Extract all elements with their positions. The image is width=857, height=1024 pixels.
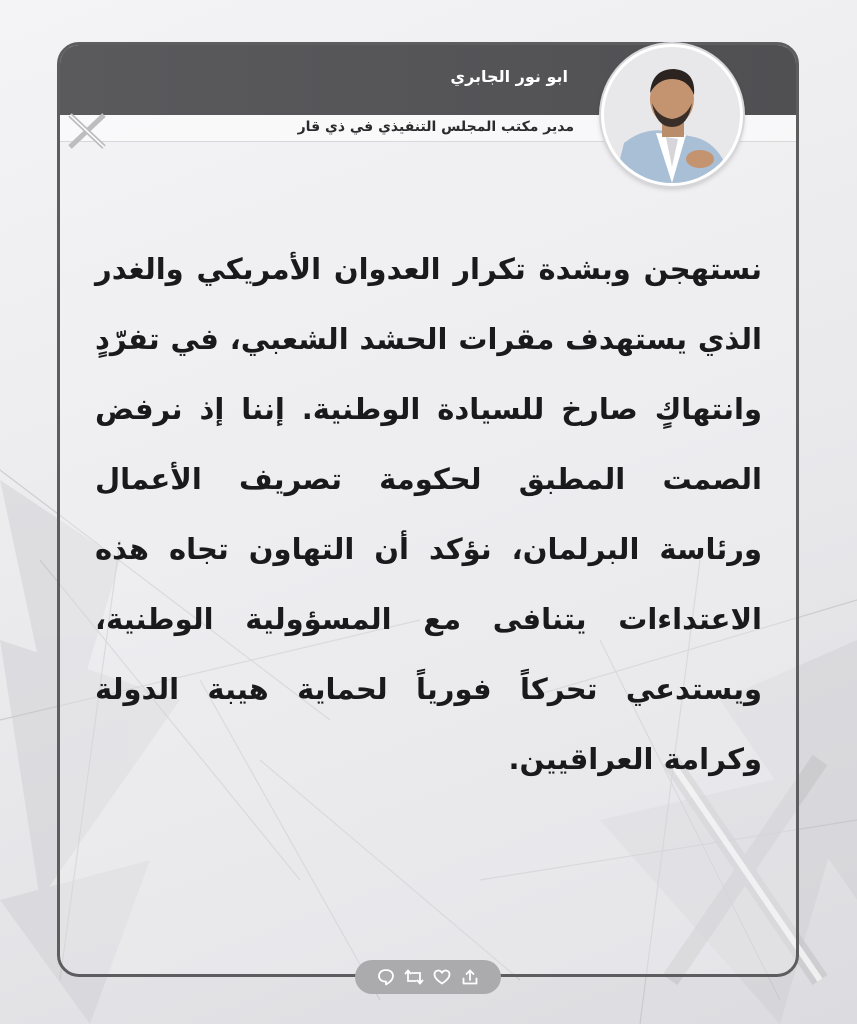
x-logo-icon: [64, 111, 110, 151]
retweet-icon[interactable]: [404, 967, 424, 987]
avatar: [601, 44, 743, 186]
post-message: نستهجن وبشدة تكرار العدوان الأمريكي والغدر الذي يستهدف مقرات الحشد الشعبي، في تفرّدٍ وانتهاكٍ صارخ للسيادة الوطنية. إننا إذ نرفض الصمت المطبق لحكومة تصريف الأعمال ورئاسة البرلمان، نؤكد أن التهاون تجاه هذه الاعتداءات يتنافى مع المسؤولية الوطنية، ويستدعي تحركاً فورياً لحماية هيبة الدولة وكرامة العراقيين.: [95, 252, 762, 776]
author-title: مدير مكتب المجلس التنفيذي في ذي قار: [297, 119, 574, 135]
reply-icon[interactable]: [376, 967, 396, 987]
like-icon[interactable]: [432, 967, 452, 987]
action-bar: [355, 960, 501, 994]
author-name: ابو نور الجابري: [450, 67, 568, 86]
share-icon[interactable]: [460, 967, 480, 987]
avatar-photo: [604, 47, 740, 183]
